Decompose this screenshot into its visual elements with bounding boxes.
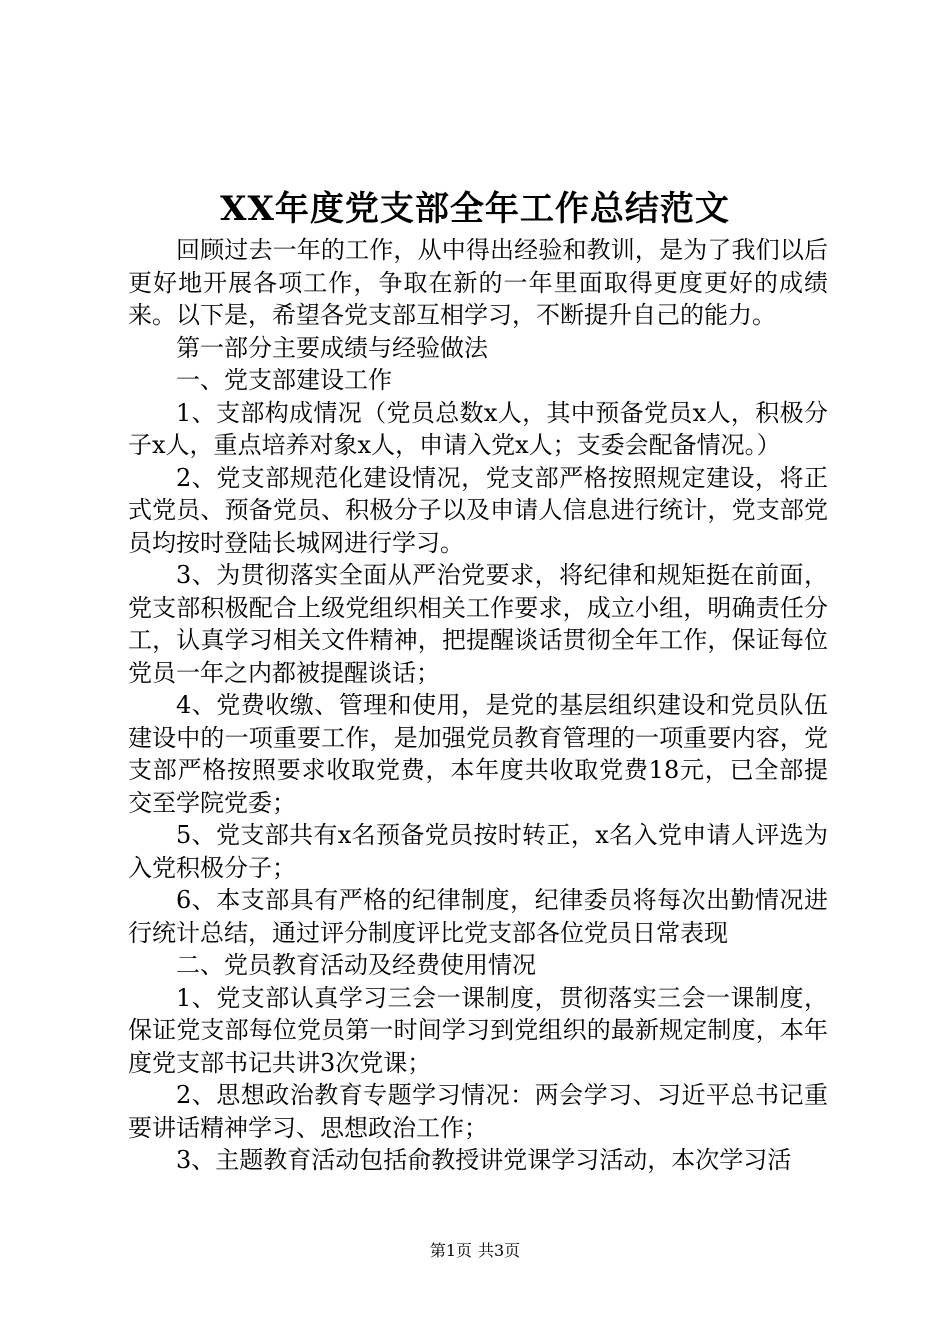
page-number: 第1页 xyxy=(429,1241,472,1260)
paragraph-item-4: 4、党费收缴、管理和使用，是党的基层组织建设和党员队伍建设中的一项重要工作，是加强党员教育管理的一项重要内容，党支部严格按照要求收取党费，本年度共收取党费18元，已全部提交至学院党委； xyxy=(128,691,828,817)
section-heading-education: 二、党员教育活动及经费使用情况 xyxy=(176,951,536,979)
paragraph-item-3: 3、为贯彻落实全面从严治党要求，将纪律和规矩挺在前面，党支部积极配合上级党组织相关工作要求，成立小组，明确责任分工，认真学习相关文件精神，把提醒谈话贯彻全年工作，保证每位党员一年之内都被提醒谈话； xyxy=(128,561,828,687)
page-footer xyxy=(0,1240,950,1262)
paragraph-intro: 回顾过去一年的工作，从中得出经验和教训，是为了我们以后更好地开展各项工作，争取在新的一年里面取得更度更好的成绩来。以下是，希望各党支部互相学习，不断提升自己的能力。 xyxy=(128,236,828,329)
paragraph-edu-item-1: 1、党支部认真学习三会一课制度，贯彻落实三会一课制度，保证党支部每位党员第一时间学习到党组织的最新规定制度，本年度党支部书记共讲3次党课； xyxy=(128,983,828,1077)
page-total: 共3页 xyxy=(478,1241,521,1260)
section-heading-branch-construction: 一、党支部建设工作 xyxy=(176,366,392,394)
paragraph-edu-item-3: 3、主题教育活动包括俞教授讲党课学习活动，本次学习活 xyxy=(176,1146,792,1174)
document-title: XX年度党支部全年工作总结范文 xyxy=(220,189,730,229)
paragraph-item-6: 6、本支部具有严格的纪律制度，纪律委员将每次出勤情况进行统计总结，通过评分制度评比党支部各位党员日常表现 xyxy=(128,886,828,947)
document-body xyxy=(128,234,828,1177)
section-heading-part-one: 第一部分主要成绩与经验做法 xyxy=(176,333,488,362)
paragraph-edu-item-2: 2、思想政治教育专题学习情况：两会学习、习近平总书记重要讲话精神学习、思想政治工作； xyxy=(128,1081,828,1142)
paragraph-item-2: 2、党支部规范化建设情况，党支部严格按照规定建设，将正式党员、预备党员、积极分子以及申请人信息进行统计，党支部党员均按时登陆长城网进行学习。 xyxy=(128,463,828,557)
paragraph-item-1: 1、支部构成情况（党员总数x人，其中预备党员x人，积极分子x人，重点培养对象x人，申请入党x人；支委会配备情况。） xyxy=(128,398,828,459)
paragraph-item-5: 5、党支部共有x名预备党员按时转正，x名入党申请人评选为入党积极分子； xyxy=(128,821,828,882)
